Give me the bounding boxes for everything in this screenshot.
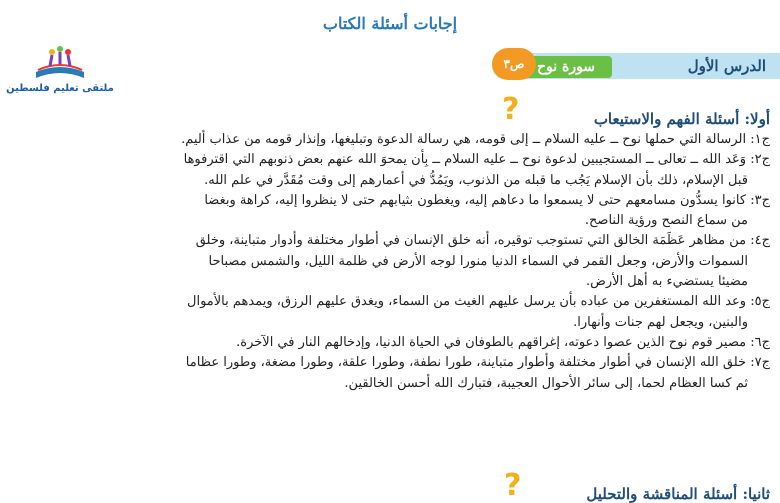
answer-number: ج٢: xyxy=(750,152,770,168)
answers-list xyxy=(94,130,770,394)
answer-number: ج١: xyxy=(750,132,770,147)
answer-item xyxy=(94,191,770,232)
page-badge: ص٣ xyxy=(492,48,536,80)
answer-number: ج٤: xyxy=(750,233,770,249)
answer-text-continued: والبنين، ويجعل لهم جنات وأنهارا. xyxy=(573,314,748,330)
answer-item xyxy=(94,150,770,191)
answer-item xyxy=(94,333,770,353)
answer-text: وَعَد الله ــ تعالى ــ المستجيبين لدعوة نوح ــ عليه السلام ــ بِأن يمحوَ الله عنهم بعض ذنوبهم التي اقترفوها xyxy=(183,152,747,168)
answer-number: ج٦: xyxy=(750,334,770,350)
question-mark-icon: ? xyxy=(504,468,522,503)
page-title: إجابات أسئلة الكتاب xyxy=(322,14,458,33)
question-mark-icon: ? xyxy=(502,92,520,127)
answer-number: ج٧: xyxy=(750,355,770,371)
book-figures-logo-icon xyxy=(30,42,90,82)
answer-item xyxy=(94,353,770,394)
surah-label: سورة نوح xyxy=(520,56,612,78)
section-heading-discussion: ثانيا: أسئلة المناقشة والتحليل xyxy=(586,485,770,503)
answer-text-continued: السموات والأرض، وجعل القمر في السماء الدنيا منورا لوجه الأرض في ظلمة الليل، والشمس مصباحا xyxy=(208,253,748,269)
answer-text: خلق الله الإنسان في أطوار مختلفة وأطوار متباينة، طورا نطفة، وطورا علقة، وطورا مضغة، وطورا عظاما xyxy=(185,355,747,371)
answer-item xyxy=(94,292,770,333)
answer-number: ج٥: xyxy=(750,294,770,310)
answer-item xyxy=(94,231,770,292)
answer-text-continued: قبل الإسلام، ذلك بأن الإسلام يَجُب ما قبله من الذنوب، ويَمُدُّ في أعمارهم إلى وقت مُقَدَّر في علم الله. xyxy=(204,172,748,188)
answer-text-continued: ثم كسا العظام لحما، إلى سائر الأحوال العجيبة، فتبارك الله أحسن الخالقين. xyxy=(344,375,748,391)
lesson-banner xyxy=(492,45,780,87)
logo-text: ملتقى تعليم فلسطين xyxy=(6,83,114,94)
answer-text: وعد الله المستغفرين من عباده بأن يرسل عليهم الغيث من السماء، ويغدق عليهم الرزق، ويمدهم بالأموال xyxy=(187,294,747,310)
answer-item xyxy=(94,130,770,150)
answer-text-continued: من سماع النصح ورؤية الناصح. xyxy=(584,213,748,229)
answer-text: من مظاهر عَظَمَة الخالق التي تستوجب توقيره، أنه خلق الإنسان في أطوار مختلفة وأدوار متباينة، وخلق xyxy=(195,233,747,249)
answer-number: ج٣: xyxy=(750,192,770,208)
answer-text-continued: مضيئا يستضيء به أهل الأرض. xyxy=(586,274,748,290)
site-logo xyxy=(4,42,116,100)
answer-text: الرسالة التي حملها نوح ــ عليه السلام ــ إلى قومه، هي رسالة الدعوة وتبليغها، وإنذار قومه من عذاب أليم. xyxy=(181,132,747,147)
lesson-label: الدرس الأول xyxy=(687,57,766,75)
answer-text: مصير قوم نوح الذين عصوا دعوته، إغراقهم بالطوفان في الحياة الدنيا، وإدخالهم النار في الآخرة. xyxy=(236,334,747,350)
answer-text: كانوا يسدُّون مسامعهم حتى لا يسمعوا ما دعاهم إليه، ويغطون بثيابهم حتى لا ينظروا إليه، كراهة وبغضا xyxy=(204,192,747,208)
section-heading-comprehension: أولا: أسئلة الفهم والاستيعاب xyxy=(593,110,770,128)
